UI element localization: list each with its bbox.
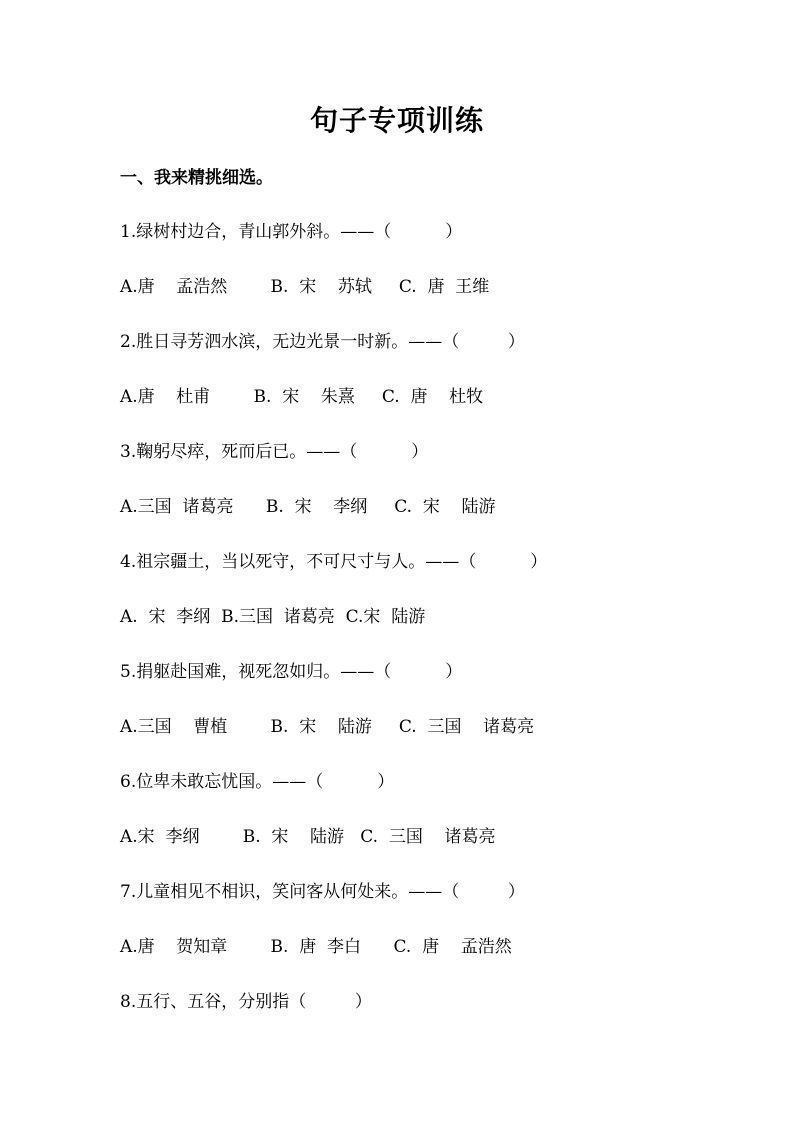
- question-options: A.宋 李纲 B. 宋 陆游 C. 三国 诸葛亮: [120, 827, 496, 847]
- question-options: A.唐 孟浩然 B. 宋 苏轼 C. 唐 王维: [120, 277, 490, 297]
- question-stem: 1.绿树村边合，青山郭外斜。——（ ）: [120, 222, 463, 242]
- question-options: A. 宋 李纲 B.三国 诸葛亮 C.宋 陆游: [120, 607, 426, 627]
- question-options: A.三国 诸葛亮 B. 宋 李纲 C. 宋 陆游: [120, 497, 496, 517]
- question-options: A.三国 曹植 B. 宋 陆游 C. 三国 诸葛亮: [120, 717, 535, 737]
- question-options: A.唐 杜甫 B. 宋 朱熹 C. 唐 杜牧: [120, 387, 484, 407]
- question-stem: 3.鞠躬尽瘁，死而后已。——（ ）: [120, 442, 429, 462]
- page-title: 句子专项训练: [309, 104, 484, 137]
- question-stem: 7.儿童相见不相识，笑问客从何处来。——（ ）: [120, 882, 525, 902]
- question-stem: 8.五行、五谷，分别指（ ）: [120, 992, 372, 1012]
- question-stem: 4.祖宗疆土，当以死守，不可尺寸与人。——（ ）: [120, 552, 548, 572]
- question-stem: 6.位卑未敢忘忧国。——（ ）: [120, 772, 395, 792]
- question-options: A.唐 贺知章 B. 唐 李白 C. 唐 孟浩然: [120, 937, 512, 957]
- question-stem: 2.胜日寻芳泗水滨，无边光景一时新。——（ ）: [120, 332, 525, 352]
- question-stem: 5.捐躯赴国难，视死忽如归。——（ ）: [120, 662, 463, 682]
- section-heading: 一、我来精挑细选。: [120, 168, 273, 188]
